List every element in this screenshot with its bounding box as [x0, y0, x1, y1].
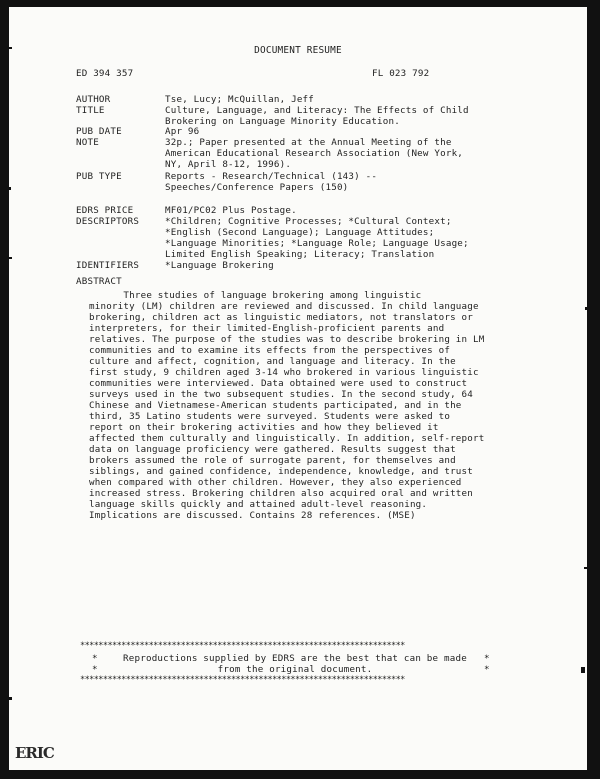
eric-logo: ERIC [15, 744, 54, 762]
abstract-line: affected them culturally and linguistically. In addition, self-report [89, 433, 485, 444]
field-label-edrs-price: EDRS PRICE [76, 205, 134, 216]
scan-speck [581, 667, 585, 673]
field-label-author: AUTHOR [76, 94, 111, 105]
abstract-line: interpreters, for their limited-English-proficient parents and [89, 323, 445, 334]
abstract-line: Three studies of language brokering among linguistic [89, 290, 422, 301]
scan-speck [9, 257, 12, 259]
abstract-line: third, 35 Latino students were surveyed. Students were asked to [89, 411, 451, 422]
star-mark: * [484, 653, 490, 664]
abstract-line: minority (LM) children are reviewed and discussed. In child language [89, 301, 479, 312]
scan-speck [9, 187, 11, 190]
field-label-descriptors: DESCRIPTORS [76, 216, 140, 227]
abstract-line: increased stress. Brokering children also acquired oral and written [89, 488, 473, 499]
field-label-title: TITLE [76, 105, 105, 116]
abstract-line: Chinese and Vietnamese-American students participated, and in the [89, 400, 462, 411]
scan-speck [584, 567, 587, 569]
scan-speck [9, 697, 12, 700]
abstract-line: brokering, children act as linguistic mediators, not translators or [89, 312, 473, 323]
abstract-line: communities were interviewed. Data obtained were used to construct [89, 378, 468, 389]
field-value-pub-date: Apr 96 [165, 126, 200, 137]
abstract-line: when compared with other children. However, they also experienced [89, 477, 462, 488]
document-title: DOCUMENT RESUME [254, 45, 342, 56]
field-value-descriptors: *Children; Cognitive Processes; *Cultural Context; *English (Second Language); Language Attitudes; *Language Minorities; *Language Role; Language Usage; Limited English Speaking; Literacy; Translation [165, 216, 469, 260]
abstract-line: brokers assumed the role of surrogate parent, for themselves and [89, 455, 456, 466]
field-label-pub-type: PUB TYPE [76, 171, 122, 182]
field-value-pub-type: Reports - Research/Technical (143) -- Speeches/Conference Papers (150) [165, 171, 378, 193]
field-value-identifiers: *Language Brokering [165, 260, 274, 271]
abstract-line: Implications are discussed. Contains 28 references. (MSE) [89, 510, 416, 521]
field-value-edrs-price: MF01/PC02 Plus Postage. [165, 205, 297, 216]
document-page [9, 7, 587, 770]
star-mark: * [92, 664, 98, 675]
star-mark: * [92, 653, 98, 664]
reproduction-text-1: Reproductions supplied by EDRS are the best that can be made [123, 653, 467, 664]
abstract-text [89, 290, 489, 521]
abstract-line: siblings, and gained confidence, independence, knowledge, and trust [89, 466, 473, 477]
field-label-identifiers: IDENTIFIERS [76, 260, 140, 271]
scan-speck [9, 47, 12, 49]
field-value-note: 32p.; Paper presented at the Annual Meeting of the American Educational Research Association (New York, NY, April 8-12, 1996). [165, 137, 464, 170]
field-label-pub-date: PUB DATE [76, 126, 122, 137]
field-label-note: NOTE [76, 137, 99, 148]
abstract-line: report on their brokering activities and how they believed it [89, 422, 439, 433]
ed-number: ED 394 357 [76, 68, 134, 79]
field-value-title: Culture, Language, and Literacy: The Effects of Child Brokering on Language Minority Education. [165, 105, 469, 127]
field-value-author: Tse, Lucy; McQuillan, Jeff [165, 94, 315, 105]
star-mark: * [484, 664, 490, 675]
abstract-line: data on language proficiency were gathered. Results suggest that [89, 444, 456, 455]
abstract-line: first study, 9 children aged 3-14 who brokered in various linguistic [89, 367, 479, 378]
star-border-top: *********************************************************************** [80, 641, 405, 651]
abstract-label: ABSTRACT [76, 276, 122, 287]
abstract-line: communities and to examine its effects from the perspectives of [89, 345, 451, 356]
document-body [9, 7, 587, 770]
abstract-line: language skills quickly and attained adult-level reasoning. [89, 499, 428, 510]
abstract-line: surveys used in the two subsequent studies. In the second study, 64 [89, 389, 473, 400]
abstract-line: relatives. The purpose of the studies was to describe brokering in LM [89, 334, 485, 345]
scan-speck [585, 307, 587, 310]
fl-number: FL 023 792 [372, 68, 430, 79]
abstract-line: culture and affect, cognition, and language and literacy. In the [89, 356, 456, 367]
reproduction-text-2: from the original document. [217, 664, 373, 675]
star-border-bottom: *********************************************************************** [80, 675, 405, 685]
